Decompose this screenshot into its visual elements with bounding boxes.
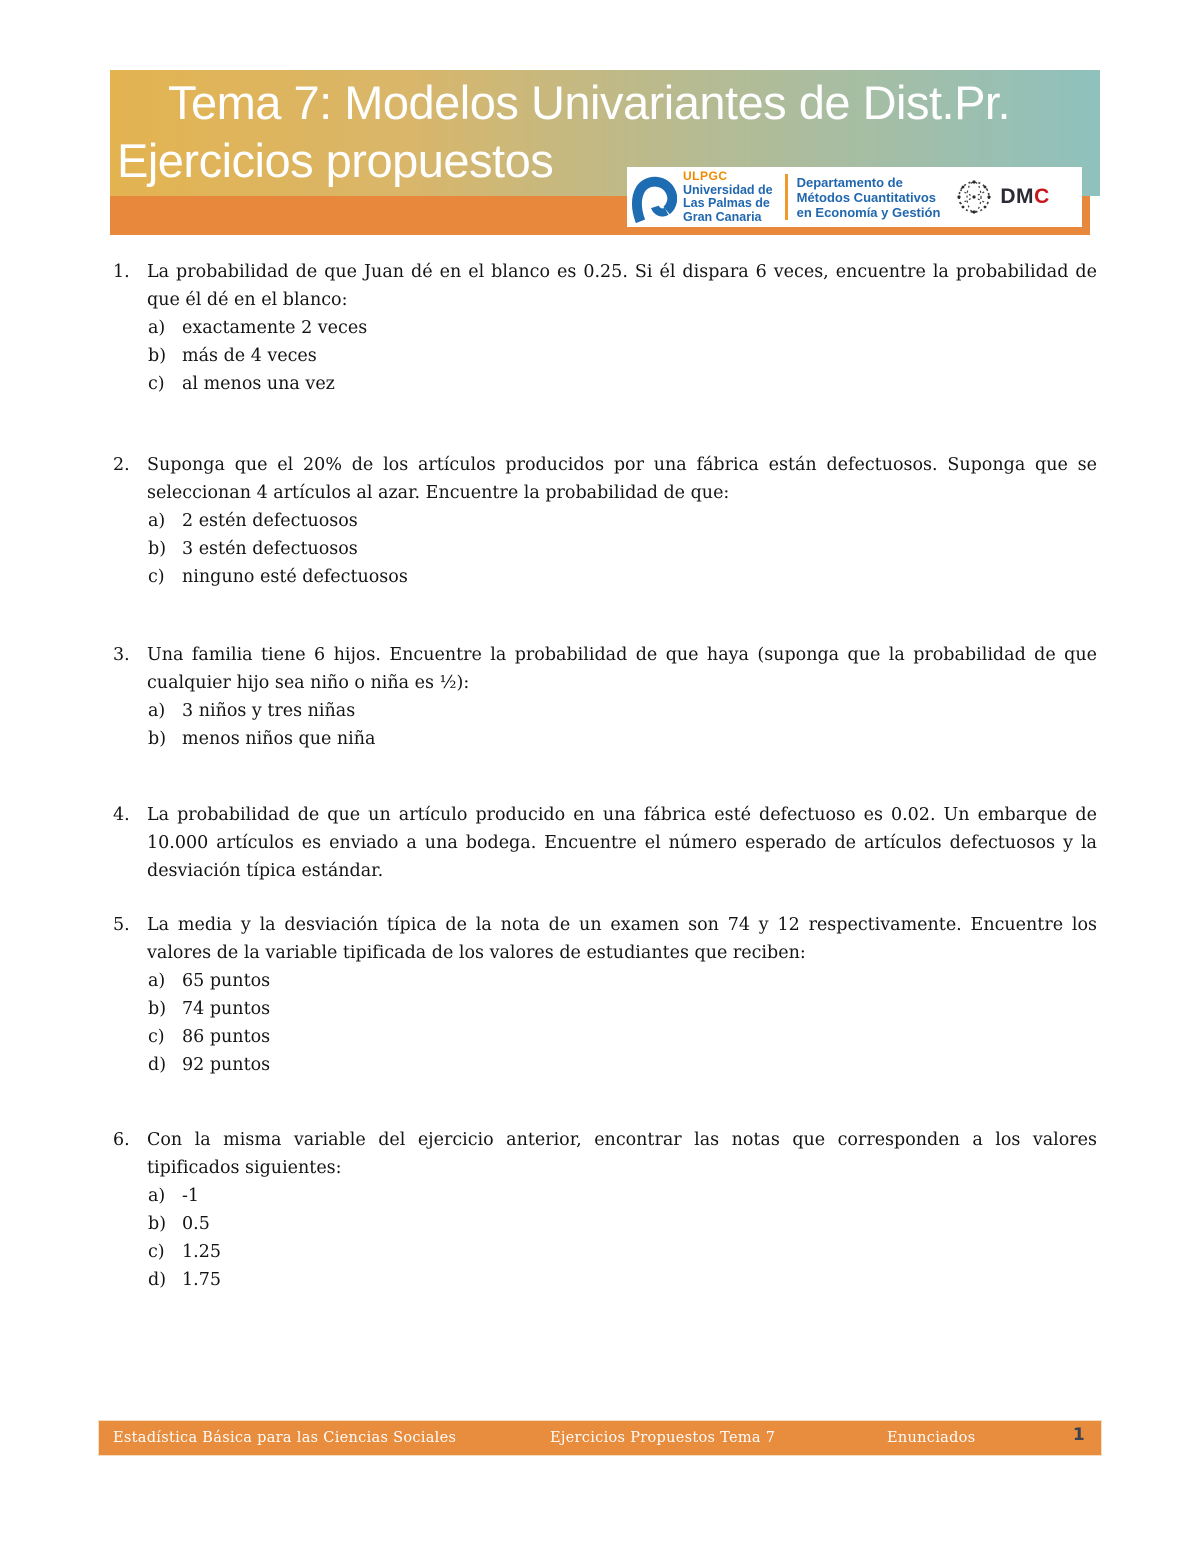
page-title-line1: Tema 7: Modelos Univariantes de Dist.Pr. bbox=[168, 76, 1011, 129]
exercise-item bbox=[147, 697, 1097, 725]
department-line: Departamento de bbox=[796, 174, 903, 190]
exercise-item bbox=[147, 1051, 1097, 1079]
footer-document-title: Ejercicios Propuestos Tema 7 bbox=[550, 1430, 776, 1446]
exercise-text: Suponga que el 20% de los artículos producidos por una fábrica están defectuosos. Suponga que se seleccionan 4 artículos al azar. Encuentre la probabilidad de que: bbox=[147, 455, 1097, 503]
university-line: Las Palmas de bbox=[683, 196, 770, 210]
footer-section-label: Enunciados bbox=[887, 1430, 976, 1446]
exercise-5 bbox=[113, 911, 1097, 1079]
department-name-block bbox=[797, 175, 941, 220]
item-text: 65 puntos bbox=[182, 971, 271, 991]
exercise-item bbox=[147, 507, 1097, 535]
item-label: c) bbox=[148, 1027, 165, 1047]
exercise-number: 2. bbox=[113, 455, 130, 475]
exercise-text: La probabilidad de que un artículo producido en una fábrica esté defectuoso es 0.02. Un embarque de 10.000 artículos es enviado a una bodega. Encuentre el número esperado de artículos defectuosos y la desviación típica estándar. bbox=[147, 805, 1097, 881]
item-label: b) bbox=[148, 999, 167, 1019]
item-label: c) bbox=[148, 374, 165, 394]
item-label: d) bbox=[148, 1270, 167, 1290]
dmc-wordmark bbox=[1000, 185, 1049, 209]
page-number: 1 bbox=[1072, 1425, 1085, 1445]
item-text: -1 bbox=[182, 1186, 200, 1206]
item-label: c) bbox=[148, 567, 165, 587]
item-label: b) bbox=[148, 1214, 167, 1234]
item-text: 3 niños y tres niñas bbox=[182, 701, 356, 721]
exercise-text: Con la misma variable del ejercicio anterior, encontrar las notas que corresponden a los valores tipificados siguientes: bbox=[147, 1130, 1097, 1178]
item-label: b) bbox=[148, 729, 167, 749]
ulpgc-swirl-icon bbox=[631, 170, 677, 224]
exercise-text: La probabilidad de que Juan dé en el blanco es 0.25. Si él dispara 6 veces, encuentre la probabilidad de que él dé en el blanco: bbox=[147, 262, 1097, 310]
department-line: Métodos Cuantitativos bbox=[796, 189, 937, 205]
university-line: Gran Canaria bbox=[683, 209, 762, 224]
dmc-globe-icon bbox=[954, 177, 994, 217]
exercise-item bbox=[147, 1210, 1097, 1238]
footer-band bbox=[98, 1420, 1102, 1456]
item-label: a) bbox=[148, 511, 166, 531]
item-label: a) bbox=[148, 701, 166, 721]
dmc-dm-letters: DM bbox=[1000, 185, 1035, 208]
exercise-item bbox=[147, 563, 1097, 591]
item-text: 74 puntos bbox=[182, 999, 271, 1019]
item-text: 3 estén defectuosos bbox=[182, 539, 358, 559]
exercise-list bbox=[113, 258, 1097, 1294]
item-label: c) bbox=[148, 1242, 165, 1262]
exercise-number: 3. bbox=[113, 645, 130, 665]
exercise-item bbox=[147, 1023, 1097, 1051]
item-label: a) bbox=[148, 318, 166, 338]
item-text: 1.25 bbox=[182, 1242, 221, 1262]
item-text: ninguno esté defectuosos bbox=[182, 567, 408, 587]
item-text: 1.75 bbox=[182, 1270, 221, 1290]
ulpgc-acronym: ULPGC bbox=[683, 169, 728, 183]
ulpgc-name-block bbox=[683, 170, 773, 224]
department-line: en Economía y Gestión bbox=[796, 204, 941, 220]
exercise-number: 6. bbox=[113, 1130, 130, 1150]
ulpgc-logo-box bbox=[627, 167, 1082, 227]
item-text: 86 puntos bbox=[182, 1027, 271, 1047]
exercise-item bbox=[147, 1182, 1097, 1210]
item-text: menos niños que niña bbox=[182, 729, 376, 749]
item-text: más de 4 veces bbox=[182, 346, 317, 366]
item-text: 0.5 bbox=[182, 1214, 210, 1234]
item-label: b) bbox=[148, 539, 167, 559]
exercise-item bbox=[147, 725, 1097, 753]
item-text: exactamente 2 veces bbox=[182, 318, 368, 338]
item-label: b) bbox=[148, 346, 167, 366]
exercise-item bbox=[147, 314, 1097, 342]
exercise-item bbox=[147, 342, 1097, 370]
exercise-number: 4. bbox=[113, 805, 130, 825]
exercise-1 bbox=[113, 258, 1097, 398]
dmc-c-letter: C bbox=[1034, 185, 1050, 208]
exercise-4 bbox=[113, 801, 1097, 885]
exercise-item bbox=[147, 1266, 1097, 1294]
exercise-item bbox=[147, 535, 1097, 563]
item-text: al menos una vez bbox=[182, 374, 335, 394]
exercise-2 bbox=[113, 451, 1097, 591]
exercise-3 bbox=[113, 641, 1097, 753]
item-text: 2 estén defectuosos bbox=[182, 511, 358, 531]
exercise-item bbox=[147, 995, 1097, 1023]
exercise-number: 5. bbox=[113, 915, 130, 935]
header-banner bbox=[0, 0, 1200, 235]
exercise-number: 1. bbox=[113, 262, 130, 282]
exercise-item bbox=[147, 370, 1097, 398]
page-title-line2: Ejercicios propuestos bbox=[117, 134, 554, 187]
university-line: Universidad de bbox=[683, 182, 773, 197]
item-text: 92 puntos bbox=[182, 1055, 271, 1075]
footer-course-title: Estadística Básica para las Ciencias Sociales bbox=[113, 1430, 457, 1446]
item-label: d) bbox=[148, 1055, 167, 1075]
logo-divider bbox=[785, 174, 788, 220]
exercise-text: La media y la desviación típica de la nota de un examen son 74 y 12 respectivamente. Encuentre los valores de la variable tipificada de los valores de estudiantes que reciben: bbox=[147, 915, 1097, 963]
item-label: a) bbox=[148, 1186, 166, 1206]
exercise-6 bbox=[113, 1126, 1097, 1294]
exercise-text: Una familia tiene 6 hijos. Encuentre la probabilidad de que haya (suponga que la probabilidad de que cualquier hijo sea niño o niña es ½): bbox=[147, 645, 1097, 693]
item-label: a) bbox=[148, 971, 166, 991]
exercise-item bbox=[147, 1238, 1097, 1266]
exercise-item bbox=[147, 967, 1097, 995]
